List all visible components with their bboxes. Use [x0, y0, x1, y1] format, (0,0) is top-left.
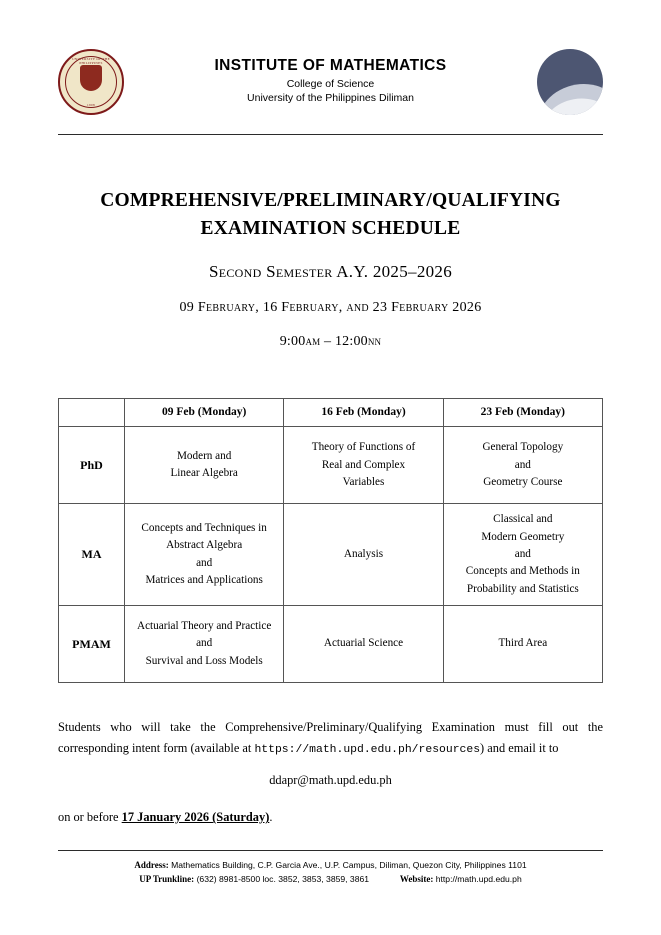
header-date-3: 23 Feb (Monday) [443, 398, 602, 427]
letterhead [58, 0, 603, 120]
trunkline-label: UP Trunkline: [139, 874, 195, 885]
institute-logo-icon [537, 49, 603, 115]
seal-bottom-text: 1908 [87, 103, 95, 107]
institute-name: INSTITUTE OF MATHEMATICS [214, 56, 447, 74]
table-row [59, 606, 603, 683]
footer-address-line [58, 858, 603, 873]
deadline-paragraph [58, 810, 603, 825]
time-dash: – [324, 333, 332, 349]
pmam-subject-feb16: Actuarial Science [284, 606, 443, 683]
address-value: Mathematics Building, C.P. Garcia Ave., U.P. Campus, Diliman, Quezon City, Philippines 1101 [171, 859, 527, 870]
footer-divider [58, 850, 603, 851]
page-title [58, 187, 603, 244]
program-phd: PhD [59, 427, 125, 504]
semester-line: Second Semester A.Y. 2025–2026 [208, 261, 453, 281]
program-pmam: PMAM [59, 606, 125, 683]
footer [58, 850, 603, 888]
footer-contact-line [58, 872, 603, 887]
seal-shield [80, 65, 102, 91]
instructions-text-before: Students who will take the Comprehensive/Preliminary/Qualifying Examination must fill out the corresponding intent form (available at [58, 720, 603, 755]
table-row [59, 427, 603, 504]
ma-subject-feb09: Concepts and Techniques in Abstract Algebra and Matrices and Applications [125, 504, 284, 606]
header-date-2: 16 Feb (Monday) [284, 398, 443, 427]
up-seal-icon [58, 49, 124, 115]
phd-subject-feb16: Theory of Functions of Real and Complex Variables [284, 427, 443, 504]
contact-email[interactable]: ddapr@math.upd.edu.ph [269, 773, 392, 788]
ma-subject-feb16: Analysis [284, 504, 443, 606]
table-header-row [59, 398, 603, 427]
intent-form-link[interactable]: https://math.upd.edu.ph/resources [254, 743, 481, 756]
seal-top-text: UNIVERSITY OF THE PHILIPPINES [72, 57, 110, 65]
time-start: 9:00 [279, 333, 306, 349]
exam-time-line [58, 334, 603, 350]
phd-subject-feb23: General Topology and Geometry Course [443, 427, 602, 504]
page-title-line2: EXAMINATION SCHEDULE [200, 218, 461, 240]
exam-schedule-table [58, 398, 603, 684]
deadline-prefix: on or before [58, 810, 122, 825]
university-name: University of the Philippines Diliman [247, 91, 414, 104]
time-nn: nn [367, 333, 382, 348]
ma-subject-feb23: Classical and Modern Geometry and Concepts and Methods in Probability and Statistics [443, 504, 602, 606]
website-value[interactable]: http://math.upd.edu.ph [435, 874, 522, 885]
header-program [59, 398, 125, 427]
table-row [59, 504, 603, 606]
time-end: 12:00 [334, 333, 368, 349]
exam-dates-line: 09 February, 16 February, and 23 February 2026 [179, 299, 482, 315]
deadline-suffix: . [269, 810, 273, 825]
pmam-subject-feb09: Actuarial Theory and Practice and Survival and Loss Models [125, 606, 284, 683]
header-date-1: 09 Feb (Monday) [125, 398, 284, 427]
header-divider [58, 134, 603, 135]
website-label: Website: [399, 874, 434, 885]
time-am: am [305, 333, 321, 348]
phd-subject-feb09: Modern and Linear Algebra [125, 427, 284, 504]
deadline-date: 17 January 2026 (Saturday) [121, 810, 270, 825]
instructions-text-after: ) and email it to [480, 740, 559, 755]
program-ma: MA [59, 504, 125, 606]
trunkline-value: (632) 8981-8500 loc. 3852, 3853, 3859, 3861 [196, 874, 370, 885]
title-block [58, 187, 603, 350]
college-name: College of Science [286, 77, 375, 90]
letterhead-text [124, 57, 537, 104]
page-title-line1: COMPREHENSIVE/PRELIMINARY/QUALIFYING [100, 190, 561, 211]
pmam-subject-feb23: Third Area [443, 606, 602, 683]
instructions-paragraph [58, 717, 603, 759]
address-label: Address: [134, 859, 169, 870]
